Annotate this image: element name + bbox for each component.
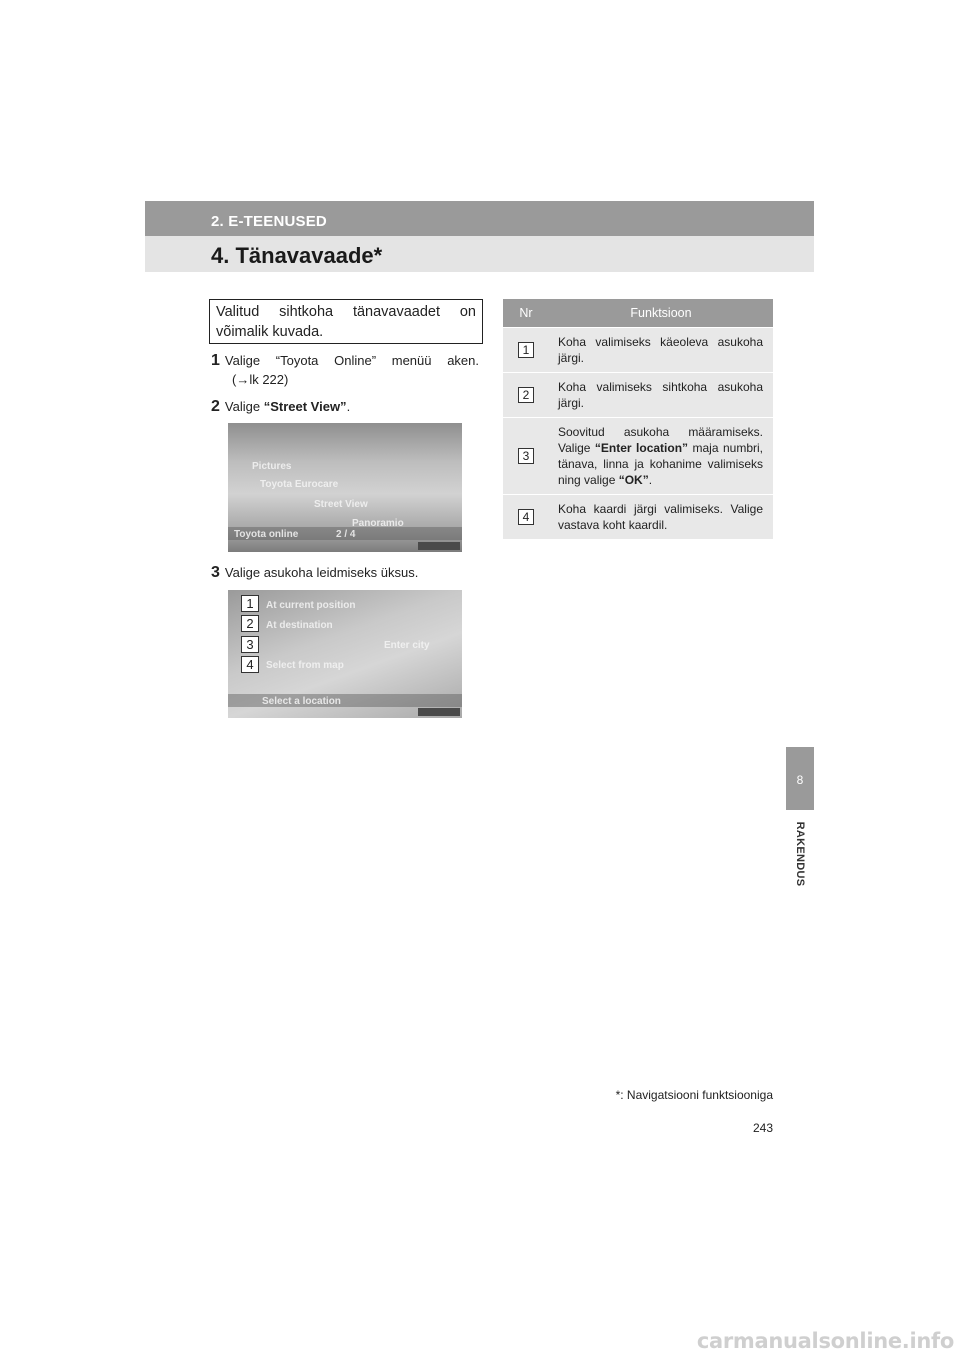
callout-3: 3 xyxy=(241,636,259,653)
step-text-bold: “Street View” xyxy=(263,399,347,414)
screen-item: Street View xyxy=(314,499,368,510)
intro-text: Valitud sihtkoha tänavavaadet on võimalik kuvada. xyxy=(216,304,476,340)
screen-item: At destination xyxy=(266,620,333,631)
step-1 xyxy=(211,351,479,389)
screen-item: Enter city xyxy=(384,640,430,651)
table-header: Nr xyxy=(503,299,549,328)
row-description: Koha kaardi järgi valimiseks. Valige vastava koht kaardil. xyxy=(549,495,773,540)
step-number: 2 xyxy=(211,398,220,415)
screen-footer-label: Select a location xyxy=(262,696,341,707)
row-number: 2 xyxy=(518,387,534,403)
step-reference: (→lk 222) xyxy=(232,372,289,387)
row-description: Koha valimiseks käeoleva asukoha järgi. xyxy=(549,328,773,373)
step-text-pre: Valige xyxy=(224,399,264,414)
page-title: 4. Tänavavaade* xyxy=(211,243,383,268)
screen-footer-label: Toyota online xyxy=(234,529,299,540)
function-table xyxy=(503,299,773,539)
chapter-label: RAKENDUS xyxy=(794,821,806,887)
step-2 xyxy=(211,397,479,416)
row-number: 3 xyxy=(518,448,534,464)
callout-4: 4 xyxy=(241,656,259,673)
screen-item: At current position xyxy=(266,600,356,611)
step-text: Valige asukoha leidmiseks üksus. xyxy=(224,565,419,580)
screen-item: Toyota Eurocare xyxy=(260,479,339,490)
table-row xyxy=(503,373,773,418)
step-text-post: . xyxy=(346,399,351,414)
row-description: Soovitud asukoha määramiseks. Valige “Enter location” maja numbri, tänava, linna ja kohanime valimiseks ning valige “OK”. xyxy=(549,418,773,495)
screenshot-toyota-online xyxy=(228,423,462,552)
screen-item: Pictures xyxy=(252,461,292,472)
table-row xyxy=(503,495,773,540)
callout-1: 1 xyxy=(241,595,259,612)
screenshot-select-location xyxy=(228,590,462,718)
section-title: 2. E-TEENUSED xyxy=(211,213,327,230)
table-header-row xyxy=(503,299,773,328)
screen-item: Panoramio xyxy=(352,518,404,529)
table-row xyxy=(503,418,773,495)
table-header: Funktsioon xyxy=(549,299,773,328)
row-number: 4 xyxy=(518,509,534,525)
step-number: 1 xyxy=(211,352,220,369)
callout-2: 2 xyxy=(241,615,259,632)
watermark: carmanualsonline.info xyxy=(696,1329,954,1353)
step-3 xyxy=(211,563,479,582)
image-code xyxy=(418,708,460,716)
chapter-tab xyxy=(786,747,814,810)
row-number: 1 xyxy=(518,342,534,358)
section-header xyxy=(145,201,814,236)
screen-item: Select from map xyxy=(266,660,344,671)
table-row xyxy=(503,328,773,373)
row-description: Koha valimiseks sihtkoha asukoha järgi. xyxy=(549,373,773,418)
image-code xyxy=(418,542,460,550)
page-number: 243 xyxy=(752,1121,773,1135)
screen-page-indicator: 2 / 4 xyxy=(336,529,356,540)
intro-box xyxy=(209,299,483,344)
step-text: Valige “Toyota Online” menüü aken. xyxy=(224,353,479,368)
page-title-bar xyxy=(145,236,814,272)
step-number: 3 xyxy=(211,564,220,581)
chapter-number: 8 xyxy=(796,773,804,787)
footnote: *: Navigatsiooni funktsiooniga xyxy=(615,1088,773,1102)
